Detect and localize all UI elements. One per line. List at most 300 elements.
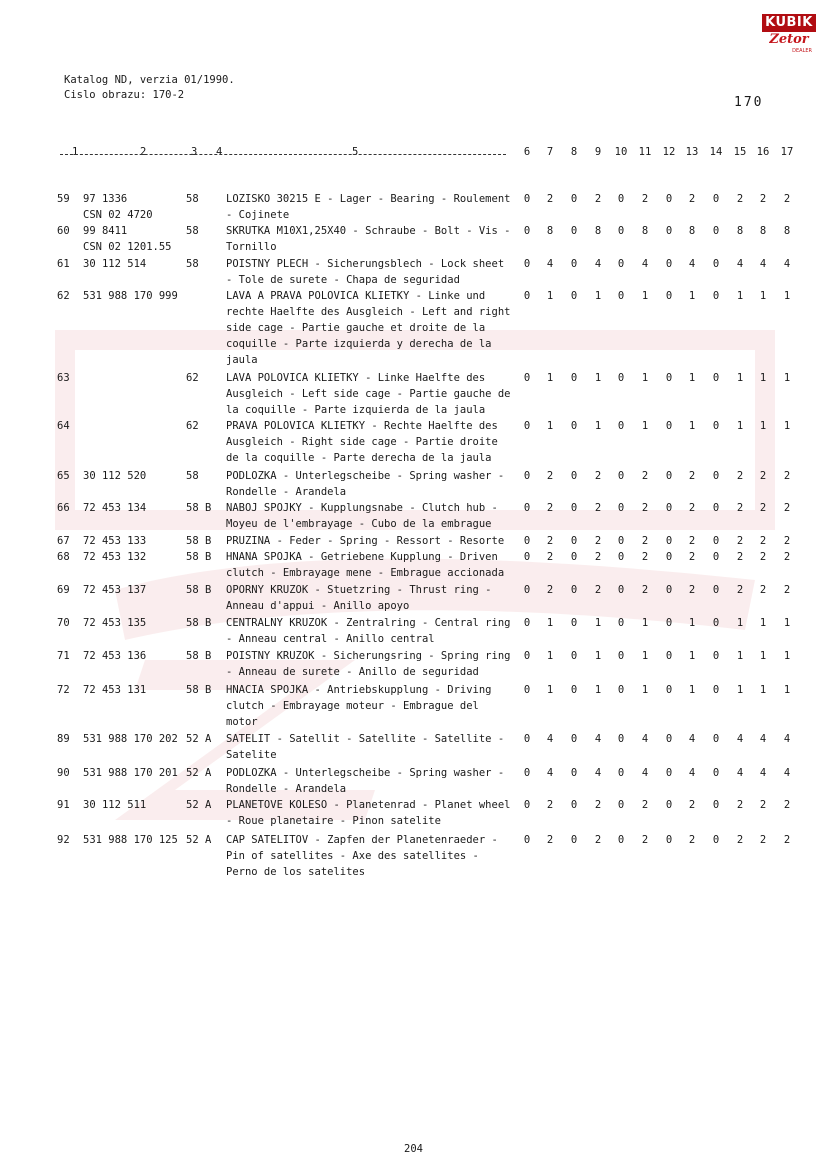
quantity-cell: 2 xyxy=(641,834,649,846)
quantity-cell: 0 xyxy=(665,733,673,745)
quantity-cell: 2 xyxy=(688,193,696,205)
quantity-cell: 2 xyxy=(641,502,649,514)
quantity-cell: 0 xyxy=(665,372,673,384)
part-number: 72 453 135 xyxy=(83,617,147,629)
section-number: 170 xyxy=(734,95,764,110)
column-header-13: 13 xyxy=(685,146,699,158)
quantity-cell: 2 xyxy=(736,502,744,514)
quantity-cell: 4 xyxy=(594,258,602,270)
quantity-cell: 0 xyxy=(617,799,625,811)
position-number: 72 xyxy=(57,684,70,696)
quantity-cell: 2 xyxy=(546,834,554,846)
quantity-cell: 2 xyxy=(759,535,767,547)
position-number: 92 xyxy=(57,834,70,846)
quantity-cell: 0 xyxy=(665,684,673,696)
figure-ref: 62 xyxy=(186,420,199,432)
position-number: 70 xyxy=(57,617,70,629)
quantity-cell: 1 xyxy=(546,420,554,432)
quantity-cell: 2 xyxy=(736,551,744,563)
quantity-cell: 2 xyxy=(594,834,602,846)
quantity-cell: 0 xyxy=(570,193,578,205)
quantity-cell: 1 xyxy=(736,684,744,696)
quantity-cell: 2 xyxy=(688,834,696,846)
quantity-cell: 4 xyxy=(641,767,649,779)
quantity-cell: 0 xyxy=(523,193,531,205)
column-header-8: 8 xyxy=(570,146,578,158)
figure-ref: 58 B xyxy=(186,650,212,662)
quantity-cell: 2 xyxy=(641,535,649,547)
column-header-3: 3 xyxy=(191,146,198,158)
quantity-cell: 1 xyxy=(688,650,696,662)
quantity-cell: 2 xyxy=(759,584,767,596)
figure-ref: 58 xyxy=(186,193,199,205)
quantity-cell: 2 xyxy=(594,535,602,547)
catalog-info xyxy=(64,73,235,103)
quantity-cell: 2 xyxy=(546,502,554,514)
quantity-cell: 2 xyxy=(783,584,791,596)
figure-ref: 58 xyxy=(186,470,199,482)
part-description: LAVA A PRAVA POLOVICA KLIETKY - Linke und rechte Haelfte des Ausgleich - Left and right side cage - Partie gauche et droite de la coquille - Parte izquierda y derecha de la jaula xyxy=(226,290,511,366)
part-number: 531 988 170 999 xyxy=(83,290,178,302)
quantity-cell: 0 xyxy=(665,193,673,205)
quantity-cell: 0 xyxy=(523,535,531,547)
quantity-cell: 0 xyxy=(712,535,720,547)
position-number: 66 xyxy=(57,502,70,514)
column-header-10: 10 xyxy=(614,146,628,158)
quantity-cell: 2 xyxy=(641,470,649,482)
quantity-cell: 8 xyxy=(783,225,791,237)
quantity-cell: 4 xyxy=(736,733,744,745)
quantity-cell: 2 xyxy=(759,502,767,514)
quantity-cell: 0 xyxy=(570,258,578,270)
quantity-cell: 2 xyxy=(759,470,767,482)
quantity-cell: 0 xyxy=(712,617,720,629)
quantity-cell: 4 xyxy=(688,733,696,745)
quantity-cell: 4 xyxy=(641,258,649,270)
quantity-cell: 0 xyxy=(523,767,531,779)
part-number: 99 8411 CSN 02 1201.55 xyxy=(83,225,172,253)
quantity-cell: 0 xyxy=(665,650,673,662)
quantity-cell: 0 xyxy=(665,617,673,629)
position-number: 68 xyxy=(57,551,70,563)
quantity-cell: 1 xyxy=(783,617,791,629)
figure-ref: 58 B xyxy=(186,584,212,596)
quantity-cell: 1 xyxy=(641,617,649,629)
quantity-cell: 0 xyxy=(665,535,673,547)
quantity-cell: 2 xyxy=(736,834,744,846)
position-number: 89 xyxy=(57,733,70,745)
quantity-cell: 0 xyxy=(617,420,625,432)
quantity-cell: 1 xyxy=(594,650,602,662)
part-description: PRAVA POLOVICA KLIETKY - Rechte Haelfte des Ausgleich - Right side cage - Partie droite de la coquille - Parte derecha de la jaula xyxy=(226,420,498,464)
quantity-cell: 0 xyxy=(523,551,531,563)
quantity-cell: 2 xyxy=(594,470,602,482)
quantity-cell: 2 xyxy=(783,834,791,846)
figure-ref: 58 xyxy=(186,225,199,237)
quantity-cell: 8 xyxy=(688,225,696,237)
column-header-14: 14 xyxy=(709,146,723,158)
part-description: LAVA POLOVICA KLIETKY - Linke Haelfte des Ausgleich - Left side cage - Partie gauche de la coquille - Parte izquierda de la jaula xyxy=(226,372,511,416)
quantity-cell: 0 xyxy=(570,551,578,563)
column-header-4: 4 xyxy=(216,146,223,158)
quantity-cell: 0 xyxy=(570,535,578,547)
quantity-cell: 0 xyxy=(617,733,625,745)
quantity-cell: 2 xyxy=(546,470,554,482)
quantity-cell: 0 xyxy=(523,617,531,629)
column-header-12: 12 xyxy=(662,146,676,158)
quantity-cell: 4 xyxy=(736,767,744,779)
quantity-cell: 2 xyxy=(688,799,696,811)
quantity-cell: 1 xyxy=(546,290,554,302)
column-header-1: 1 xyxy=(72,146,79,158)
quantity-cell: 8 xyxy=(736,225,744,237)
quantity-cell: 2 xyxy=(546,193,554,205)
quantity-cell: 0 xyxy=(712,502,720,514)
quantity-cell: 0 xyxy=(617,767,625,779)
column-header-7: 7 xyxy=(546,146,554,158)
part-number: 30 112 511 xyxy=(83,799,147,811)
logo-tag: DEALER xyxy=(792,48,812,54)
quantity-cell: 4 xyxy=(783,258,791,270)
column-header-17: 17 xyxy=(780,146,794,158)
quantity-cell: 0 xyxy=(570,617,578,629)
quantity-cell: 0 xyxy=(712,372,720,384)
part-number: 531 988 170 125 xyxy=(83,834,178,846)
column-header-15: 15 xyxy=(733,146,747,158)
quantity-cell: 1 xyxy=(783,650,791,662)
part-description: PLANETOVE KOLESO - Planetenrad - Planet wheel - Roue planetaire - Pinon satelite xyxy=(226,799,511,827)
position-number: 67 xyxy=(57,535,70,547)
quantity-cell: 4 xyxy=(546,733,554,745)
quantity-cell: 1 xyxy=(641,420,649,432)
quantity-cell: 2 xyxy=(759,834,767,846)
part-number: 72 453 131 xyxy=(83,684,147,696)
quantity-cell: 1 xyxy=(736,372,744,384)
column-header-2: 2 xyxy=(140,146,147,158)
part-number: 72 453 137 xyxy=(83,584,147,596)
quantity-cell: 2 xyxy=(546,551,554,563)
quantity-cell: 0 xyxy=(570,290,578,302)
quantity-cell: 0 xyxy=(570,650,578,662)
quantity-cell: 0 xyxy=(523,372,531,384)
quantity-cell: 0 xyxy=(712,290,720,302)
part-description: HNACIA SPOJKA - Antriebskupplung - Driving clutch - Embrayage moteur - Embrague del motor xyxy=(226,684,492,728)
quantity-cell: 1 xyxy=(594,420,602,432)
quantity-cell: 0 xyxy=(523,290,531,302)
part-description: PRUZINA - Feder - Spring - Ressort - Resorte xyxy=(226,535,505,547)
quantity-cell: 0 xyxy=(617,684,625,696)
quantity-cell: 0 xyxy=(665,551,673,563)
position-number: 91 xyxy=(57,799,70,811)
quantity-cell: 0 xyxy=(570,372,578,384)
quantity-cell: 0 xyxy=(617,290,625,302)
part-description: PODLOZKA - Unterlegscheibe - Spring washer - Rondelle - Arandela xyxy=(226,470,505,498)
quantity-cell: 0 xyxy=(570,502,578,514)
quantity-cell: 0 xyxy=(617,584,625,596)
quantity-cell: 0 xyxy=(665,767,673,779)
part-number: 72 453 136 xyxy=(83,650,147,662)
quantity-cell: 4 xyxy=(546,258,554,270)
quantity-cell: 0 xyxy=(712,584,720,596)
part-description: POISTNY PLECH - Sicherungsblech - Lock sheet - Tole de surete - Chapa de seguridad xyxy=(226,258,505,286)
quantity-cell: 0 xyxy=(712,225,720,237)
part-number: 97 1336 CSN 02 4720 xyxy=(83,193,153,221)
quantity-cell: 1 xyxy=(783,372,791,384)
position-number: 69 xyxy=(57,584,70,596)
quantity-cell: 1 xyxy=(736,290,744,302)
position-number: 59 xyxy=(57,193,70,205)
quantity-cell: 1 xyxy=(736,420,744,432)
part-description: CAP SATELITOV - Zapfen der Planetenraeder - Pin of satellites - Axe des satellites - Perno de los satelites xyxy=(226,834,498,878)
part-description: SATELIT - Satellit - Satellite - Satellite - Satelite xyxy=(226,733,505,761)
logo-brand: KUBIK xyxy=(762,14,816,32)
quantity-cell: 4 xyxy=(594,733,602,745)
quantity-cell: 2 xyxy=(688,584,696,596)
page-footer-number: 204 xyxy=(404,1143,423,1155)
quantity-cell: 2 xyxy=(641,799,649,811)
quantity-cell: 4 xyxy=(546,767,554,779)
part-number: 30 112 514 xyxy=(83,258,147,270)
part-description: CENTRALNY KRUZOK - Zentralring - Central ring - Anneau central - Anillo central xyxy=(226,617,511,645)
quantity-cell: 1 xyxy=(641,290,649,302)
quantity-cell: 2 xyxy=(688,470,696,482)
quantity-cell: 0 xyxy=(617,258,625,270)
figure-ref: 58 B xyxy=(186,502,212,514)
quantity-cell: 1 xyxy=(546,650,554,662)
quantity-cell: 1 xyxy=(546,684,554,696)
column-header-9: 9 xyxy=(594,146,602,158)
quantity-cell: 1 xyxy=(759,617,767,629)
part-number: 531 988 170 202 xyxy=(83,733,178,745)
figure-ref: 52 A xyxy=(186,799,212,811)
quantity-cell: 4 xyxy=(736,258,744,270)
quantity-cell: 0 xyxy=(712,193,720,205)
column-header-rule xyxy=(60,154,506,155)
quantity-cell: 0 xyxy=(665,584,673,596)
quantity-cell: 0 xyxy=(712,551,720,563)
position-number: 90 xyxy=(57,767,70,779)
quantity-cell: 1 xyxy=(759,684,767,696)
quantity-cell: 2 xyxy=(783,799,791,811)
quantity-cell: 0 xyxy=(712,420,720,432)
quantity-cell: 0 xyxy=(617,502,625,514)
quantity-cell: 2 xyxy=(594,584,602,596)
position-number: 61 xyxy=(57,258,70,270)
quantity-cell: 1 xyxy=(688,372,696,384)
quantity-cell: 0 xyxy=(570,225,578,237)
quantity-cell: 2 xyxy=(641,551,649,563)
quantity-cell: 0 xyxy=(712,767,720,779)
quantity-cell: 0 xyxy=(665,470,673,482)
quantity-cell: 0 xyxy=(712,733,720,745)
quantity-cell: 0 xyxy=(523,420,531,432)
quantity-cell: 4 xyxy=(759,258,767,270)
quantity-cell: 0 xyxy=(712,834,720,846)
position-number: 62 xyxy=(57,290,70,302)
position-number: 71 xyxy=(57,650,70,662)
quantity-cell: 2 xyxy=(759,193,767,205)
quantity-cell: 4 xyxy=(641,733,649,745)
quantity-cell: 0 xyxy=(570,733,578,745)
quantity-cell: 0 xyxy=(570,470,578,482)
quantity-cell: 0 xyxy=(570,420,578,432)
quantity-cell: 2 xyxy=(546,799,554,811)
part-number: 72 453 134 xyxy=(83,502,147,514)
quantity-cell: 0 xyxy=(523,799,531,811)
figure-ref: 52 A xyxy=(186,767,212,779)
quantity-cell: 1 xyxy=(641,650,649,662)
logo-sub: Zetor xyxy=(769,32,809,47)
quantity-cell: 2 xyxy=(688,535,696,547)
quantity-cell: 0 xyxy=(570,584,578,596)
quantity-cell: 1 xyxy=(688,684,696,696)
quantity-cell: 0 xyxy=(570,684,578,696)
quantity-cell: 2 xyxy=(688,551,696,563)
figure-ref: 58 B xyxy=(186,551,212,563)
quantity-cell: 0 xyxy=(617,650,625,662)
quantity-cell: 1 xyxy=(546,372,554,384)
quantity-cell: 2 xyxy=(594,551,602,563)
quantity-cell: 1 xyxy=(759,420,767,432)
quantity-cell: 0 xyxy=(617,834,625,846)
position-number: 65 xyxy=(57,470,70,482)
figure-ref: 62 xyxy=(186,372,199,384)
quantity-cell: 0 xyxy=(712,650,720,662)
quantity-cell: 1 xyxy=(783,290,791,302)
quantity-cell: 0 xyxy=(523,834,531,846)
figure-ref: 58 B xyxy=(186,617,212,629)
quantity-cell: 2 xyxy=(594,799,602,811)
quantity-cell: 4 xyxy=(688,767,696,779)
position-number: 64 xyxy=(57,420,70,432)
figure-ref: 52 A xyxy=(186,834,212,846)
quantity-cell: 0 xyxy=(665,834,673,846)
quantity-cell: 0 xyxy=(665,225,673,237)
quantity-cell: 2 xyxy=(736,584,744,596)
quantity-cell: 0 xyxy=(665,258,673,270)
quantity-cell: 0 xyxy=(523,502,531,514)
quantity-cell: 0 xyxy=(523,650,531,662)
quantity-cell: 0 xyxy=(617,372,625,384)
quantity-cell: 0 xyxy=(617,551,625,563)
quantity-cell: 8 xyxy=(546,225,554,237)
quantity-cell: 2 xyxy=(783,193,791,205)
quantity-cell: 8 xyxy=(641,225,649,237)
part-description: LOZISKO 30215 E - Lager - Bearing - Roulement - Cojinete xyxy=(226,193,511,221)
quantity-cell: 0 xyxy=(570,767,578,779)
quantity-cell: 2 xyxy=(594,193,602,205)
figure-ref: 58 xyxy=(186,258,199,270)
quantity-cell: 0 xyxy=(523,684,531,696)
part-number: 72 453 132 xyxy=(83,551,147,563)
quantity-cell: 2 xyxy=(736,535,744,547)
quantity-cell: 1 xyxy=(641,684,649,696)
quantity-cell: 2 xyxy=(759,551,767,563)
quantity-cell: 1 xyxy=(688,290,696,302)
quantity-cell: 1 xyxy=(688,420,696,432)
part-description: SKRUTKA M10X1,25X40 - Schraube - Bolt - Vis - Tornillo xyxy=(226,225,511,253)
part-description: POISTNY KRUZOK - Sicherungsring - Spring ring - Anneau de surete - Anillo de seguridad xyxy=(226,650,511,678)
quantity-cell: 4 xyxy=(594,767,602,779)
quantity-cell: 1 xyxy=(688,617,696,629)
quantity-cell: 1 xyxy=(736,650,744,662)
quantity-cell: 2 xyxy=(688,502,696,514)
column-header-5: 5 xyxy=(352,146,359,158)
quantity-cell: 0 xyxy=(665,290,673,302)
quantity-cell: 2 xyxy=(783,535,791,547)
kubik-zetor-logo xyxy=(762,14,816,64)
quantity-cell: 2 xyxy=(546,535,554,547)
quantity-cell: 4 xyxy=(688,258,696,270)
quantity-cell: 8 xyxy=(759,225,767,237)
quantity-cell: 1 xyxy=(594,617,602,629)
figure-number: Cislo obrazu: 170-2 xyxy=(64,89,185,101)
column-header-11: 11 xyxy=(638,146,652,158)
quantity-cell: 1 xyxy=(759,372,767,384)
quantity-cell: 4 xyxy=(759,733,767,745)
quantity-cell: 0 xyxy=(617,617,625,629)
quantity-cell: 2 xyxy=(736,799,744,811)
figure-ref: 52 A xyxy=(186,733,212,745)
quantity-cell: 2 xyxy=(641,193,649,205)
quantity-cell: 2 xyxy=(736,470,744,482)
quantity-cell: 0 xyxy=(617,535,625,547)
quantity-cell: 0 xyxy=(523,584,531,596)
part-description: PODLOZKA - Unterlegscheibe - Spring washer - Rondelle - Arandela xyxy=(226,767,505,795)
quantity-cell: 0 xyxy=(712,799,720,811)
position-number: 63 xyxy=(57,372,70,384)
quantity-cell: 4 xyxy=(783,733,791,745)
quantity-cell: 2 xyxy=(736,193,744,205)
part-number: 531 988 170 201 xyxy=(83,767,178,779)
quantity-cell: 2 xyxy=(759,799,767,811)
quantity-cell: 1 xyxy=(736,617,744,629)
catalog-version: Katalog ND, verzia 01/1990. xyxy=(64,74,235,86)
part-number: 72 453 133 xyxy=(83,535,147,547)
quantity-cell: 0 xyxy=(617,193,625,205)
quantity-cell: 1 xyxy=(783,420,791,432)
column-header-16: 16 xyxy=(756,146,770,158)
part-description: OPORNY KRUZOK - Stuetzring - Thrust ring - Anneau d'appui - Anillo apoyo xyxy=(226,584,492,612)
quantity-cell: 1 xyxy=(783,684,791,696)
part-number: 30 112 520 xyxy=(83,470,147,482)
quantity-cell: 1 xyxy=(594,684,602,696)
quantity-cell: 0 xyxy=(712,684,720,696)
quantity-cell: 2 xyxy=(783,470,791,482)
quantity-cell: 0 xyxy=(617,470,625,482)
quantity-cell: 4 xyxy=(783,767,791,779)
figure-ref: 58 B xyxy=(186,684,212,696)
quantity-cell: 0 xyxy=(523,225,531,237)
quantity-cell: 2 xyxy=(594,502,602,514)
part-description: HNANA SPOJKA - Getriebene Kupplung - Driven clutch - Embrayage mene - Embrague accionada xyxy=(226,551,505,579)
quantity-cell: 2 xyxy=(783,502,791,514)
quantity-cell: 1 xyxy=(594,372,602,384)
quantity-cell: 1 xyxy=(594,290,602,302)
quantity-cell: 2 xyxy=(641,584,649,596)
quantity-cell: 0 xyxy=(617,225,625,237)
quantity-cell: 0 xyxy=(523,470,531,482)
quantity-cell: 1 xyxy=(759,290,767,302)
quantity-cell: 4 xyxy=(759,767,767,779)
part-description: NABOJ SPOJKY - Kupplungsnabe - Clutch hub - Moyeu de l'embrayage - Cubo de la embrague xyxy=(226,502,498,530)
quantity-cell: 0 xyxy=(523,733,531,745)
quantity-cell: 0 xyxy=(665,420,673,432)
quantity-cell: 1 xyxy=(641,372,649,384)
quantity-cell: 0 xyxy=(665,502,673,514)
quantity-cell: 0 xyxy=(570,834,578,846)
position-number: 60 xyxy=(57,225,70,237)
